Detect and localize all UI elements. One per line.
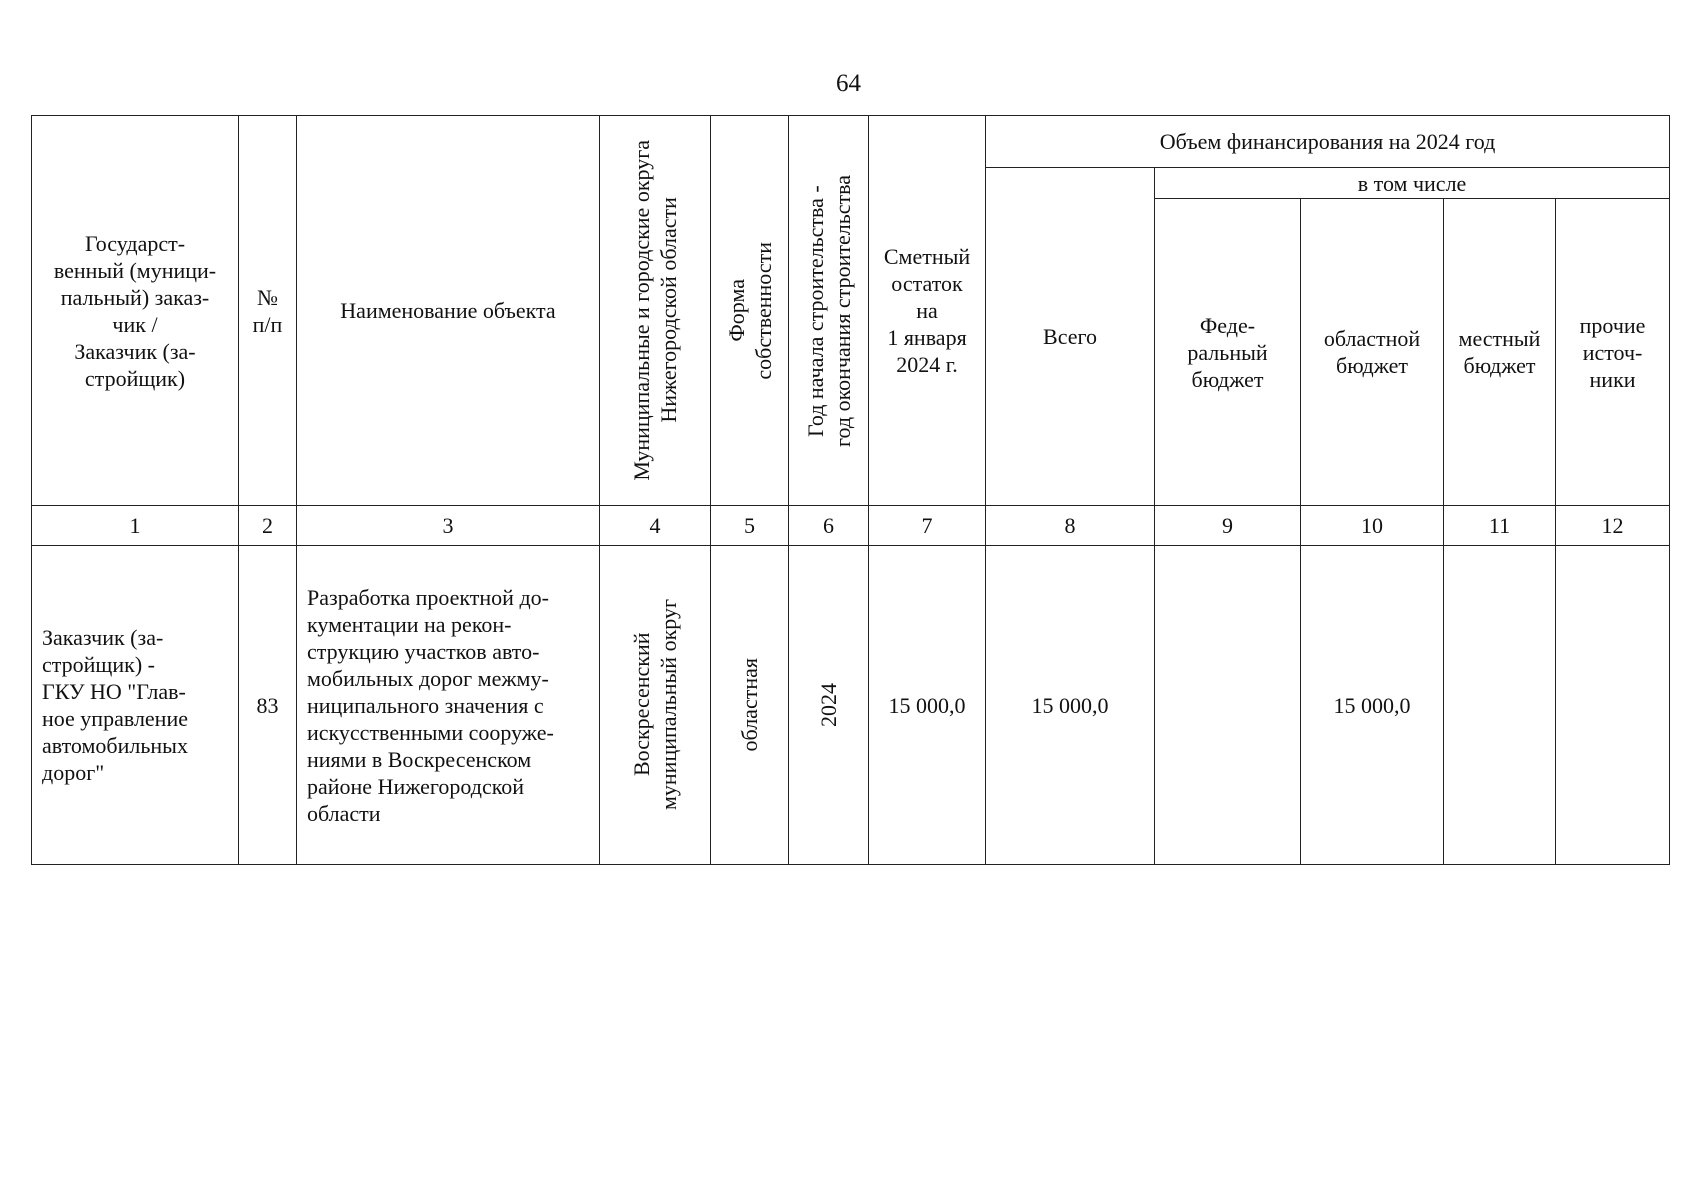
cell-total: 15 000,0 <box>986 546 1155 865</box>
cell-num: 83 <box>239 546 297 865</box>
header-object-name: Наименование объекта <box>297 116 600 506</box>
header-customer: Государст- венный (муници- пальный) заказ- чик / Заказчик (за- стройщик) <box>32 116 239 506</box>
column-number: 8 <box>986 506 1155 546</box>
column-number: 7 <box>869 506 986 546</box>
header-other: прочие источ- ники <box>1556 199 1670 506</box>
column-number: 4 <box>600 506 711 546</box>
header-total: Всего <box>986 168 1155 506</box>
column-number: 3 <box>297 506 600 546</box>
header-ownership: Форма собственности <box>711 116 789 506</box>
header-regional: областной бюджет <box>1301 199 1444 506</box>
header-local: местный бюджет <box>1444 199 1556 506</box>
financing-table <box>31 115 1670 865</box>
header-including: в том числе <box>1155 168 1670 199</box>
cell-local <box>1444 546 1556 865</box>
header-funding: Объем финансирования на 2024 год <box>986 116 1670 168</box>
column-number: 1 <box>32 506 239 546</box>
table-row <box>32 546 1670 865</box>
column-number: 12 <box>1556 506 1670 546</box>
column-number: 9 <box>1155 506 1301 546</box>
header-years: Год начала строительства - год окончания строительства <box>789 116 869 506</box>
cell-federal <box>1155 546 1301 865</box>
header-estimate: Сметный остаток на 1 января 2024 г. <box>869 116 986 506</box>
cell-regional: 15 000,0 <box>1301 546 1444 865</box>
column-number: 11 <box>1444 506 1556 546</box>
column-number: 5 <box>711 506 789 546</box>
cell-ownership: областная <box>711 546 789 865</box>
cell-estimate: 15 000,0 <box>869 546 986 865</box>
cell-other <box>1556 546 1670 865</box>
cell-customer: Заказчик (за- стройщик) - ГКУ НО "Глав- ное управление автомобильных дорог" <box>32 546 239 865</box>
column-number: 2 <box>239 506 297 546</box>
column-number: 6 <box>789 506 869 546</box>
column-number: 10 <box>1301 506 1444 546</box>
page-number: 64 <box>836 70 861 97</box>
header-federal: Феде- ральный бюджет <box>1155 199 1301 506</box>
column-numbers-row <box>32 506 1670 546</box>
header-districts: Муниципальные и городские округа Нижегородской области <box>600 116 711 506</box>
cell-years: 2024 <box>789 546 869 865</box>
cell-object-name: Разработка проектной до- кументации на рекон- струкцию участков авто- мобильных дорог межму- ниципального значения с искусственными сооруже- ниями в Воскресенском районе Нижегородской области <box>297 546 600 865</box>
header-num: № п/п <box>239 116 297 506</box>
cell-district: Воскресенский муниципальный округ <box>600 546 711 865</box>
